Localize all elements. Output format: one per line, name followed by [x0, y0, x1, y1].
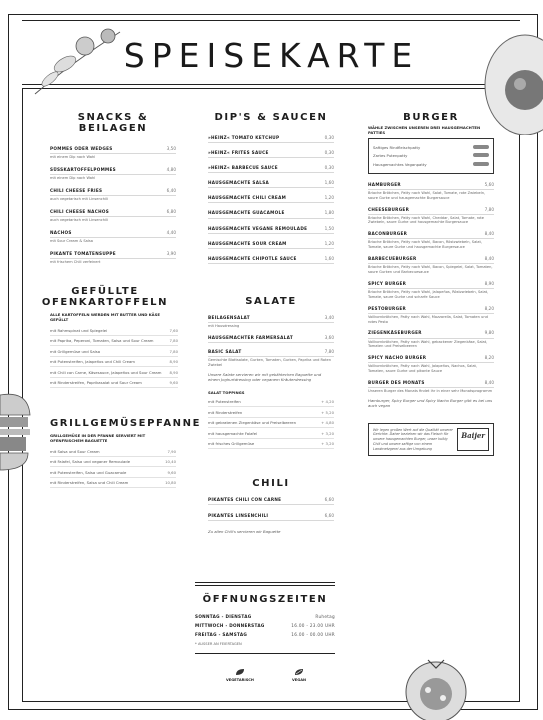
- menu-item-name: HAUSGEMACHTE VEGANE REMOULADE: [208, 225, 308, 231]
- menu-item-name: PIKANTES CHILI CON CARNE: [208, 497, 282, 502]
- menu-item-row: [368, 378, 494, 388]
- menu-item-row: [208, 224, 334, 234]
- menu-item-price: 8,20: [484, 355, 494, 361]
- menu-item: [208, 254, 334, 264]
- menu-item-name: HAMBURGER: [368, 181, 401, 187]
- menu-item: [368, 180, 494, 201]
- menu-item: [208, 313, 334, 329]
- menu-item-price: 8,90: [169, 359, 178, 365]
- menu-item-name: »HEINZ« BARBECUE SAUCE: [208, 165, 278, 171]
- menu-item: [368, 378, 494, 394]
- menu-item: [50, 249, 176, 265]
- menu-item-price: 10,40: [165, 459, 176, 465]
- dips-heading: DIP'S & SAUCEN: [214, 112, 328, 123]
- menu-item-name: mit frisches Grillgemüse: [208, 441, 255, 447]
- menu-item-price: 4,80: [166, 166, 176, 172]
- hours-time: Ruhetag: [315, 614, 335, 619]
- hours-day: MITTWOCH - DONNERSTAG: [195, 623, 265, 628]
- menu-item-price: 8,40: [484, 380, 494, 385]
- menu-item: [50, 468, 176, 478]
- menu-item-description: Brioche Brötchen, Patty nach Wahl, Cheddar, Salat, Tomate, rote Zwiebeln, saure Gurke und hausgemachte Burgersauce: [368, 215, 485, 225]
- salate-section: [208, 296, 334, 450]
- menu-item-description: Vollkornbrötchen, Patty nach Wahl, gebackener Ziegenkäse, Salat, Tomaten und Preiselbeeren: [368, 339, 488, 349]
- menu-item-row: [50, 165, 176, 175]
- menu-item-row: [50, 358, 178, 368]
- menu-item: [50, 207, 176, 223]
- ofen-heading: GEFÜLLTE OFENKARTOFFELN: [41, 286, 169, 308]
- menu-item: [208, 239, 334, 249]
- hours-note: * AUSSER AN FEIERTAGEN: [195, 642, 242, 646]
- menu-item-row: [50, 207, 176, 217]
- menu-item-price: 8,40: [484, 256, 494, 262]
- burger-list: [368, 180, 494, 394]
- menu-item-name: mit Rinderstreifen: [208, 409, 243, 415]
- menu-item-row: [208, 511, 334, 521]
- menu-item: [50, 165, 176, 181]
- menu-item-price: 3,50: [166, 146, 176, 151]
- menu-item-row: [208, 495, 334, 505]
- ofen-section: [32, 286, 178, 389]
- menu-item-row: [50, 368, 178, 378]
- pfanne-list: [50, 447, 176, 488]
- menu-item-row: [208, 208, 334, 218]
- menu-item-price: 4,40: [166, 229, 176, 235]
- menu-item-price: 9,80: [484, 330, 494, 336]
- patty-swatch: [473, 162, 489, 166]
- menu-item: [208, 224, 334, 234]
- menu-item: [368, 304, 494, 325]
- menu-item-description: Brioche Brötchen, Patty nach Wahl, Bacon, Röstzwiebeln, Salat, Tomate, saure Gurke und hausgemachte Burgersauce: [368, 240, 483, 250]
- menu-item-name: mit Putenstreifen: [208, 399, 241, 405]
- menu-item-row: [368, 353, 494, 363]
- menu-item-name: CHEESEBURGER: [368, 206, 410, 212]
- menu-item-description: auch vegetarisch mit Linsenchili: [50, 196, 109, 201]
- legend-vegetarian: [226, 668, 254, 682]
- menu-item-price: 7,80: [484, 206, 494, 212]
- menu-item-row: [208, 133, 334, 143]
- salate-note: Unsere Salate servieren wir mit gebähtechen Baguette und einem Joghurtdressing oder veganem Kräuterdressing: [208, 371, 322, 383]
- menu-item-row: [368, 304, 494, 314]
- hours-row: [195, 621, 335, 630]
- menu-item-price: 0,30: [324, 135, 334, 140]
- menu-item-row: [50, 468, 176, 478]
- patty-swatch: [473, 153, 489, 157]
- menu-item-name: CHILI CHEESE NACHOS: [50, 208, 110, 214]
- menu-item: [208, 419, 334, 429]
- menu-item-name: BURGER DES MONATS: [368, 380, 425, 385]
- menu-item-price: 7,80: [169, 348, 178, 354]
- ofen-list: [50, 326, 178, 388]
- menu-item-name: mit Rinderstreifen, Paprikasalat und Sour Cream: [50, 380, 142, 386]
- menu-item-description: Brioche Brötchen, Patty nach Wahl, Jalapeños, Röstzwiebeln, Salat, Tomate, saure Gurke und scharfe Sauce: [368, 289, 489, 299]
- menu-item-description: mit Sour Cream & Salsa: [50, 238, 93, 243]
- menu-item-price: + 4,80: [321, 420, 334, 426]
- menu-item-price: 6,60: [324, 513, 334, 519]
- pfanne-section: [50, 418, 202, 489]
- menu-item: [208, 347, 334, 368]
- menu-item-price: 7,80: [169, 338, 178, 344]
- menu-item: [50, 326, 178, 336]
- menu-item-name: HAUSGEMACHTE SOUR CREAM: [208, 240, 287, 246]
- legend-vegan-label: VEGAN: [292, 678, 306, 682]
- menu-item-row: [50, 458, 176, 468]
- menu-item-description: Brioche Brötchen, Patty nach Wahl, Bacon, Spiegelei, Salat, Tomaten, saure Gurken und Barbecuesauce: [368, 265, 493, 275]
- menu-item-row: [50, 326, 178, 336]
- menu-item-description: Vollkornbrötchen, Patty nach Wahl, Mozzarella, Salat, Tomaten und rotes Pesto: [368, 314, 488, 324]
- menu-item-name: »HEINZ« TOMATO KETCHUP: [208, 135, 280, 140]
- salate-list: [208, 313, 334, 368]
- menu-item: [50, 347, 178, 357]
- hours-rule-top: [195, 582, 335, 583]
- menu-item-price: 3,90: [166, 250, 176, 256]
- hours-heading: ÖFFNUNGSZEITEN: [202, 594, 328, 605]
- menu-item-price: 10,80: [165, 480, 176, 486]
- menu-item-price: 1,80: [324, 210, 334, 216]
- snacks-list: [50, 144, 176, 265]
- menu-item: [50, 379, 178, 389]
- menu-item-description: Gemischte Blattsalate, Gurken, Tomaten, Gurken, Paprika und Roten Zwiebel: [208, 358, 331, 367]
- menu-item: [50, 337, 178, 347]
- menu-item-price: 1,20: [324, 240, 334, 246]
- menu-item-row: [208, 254, 334, 264]
- patty-swatch: [473, 145, 489, 149]
- menu-item-price: + 5,20: [321, 409, 334, 415]
- menu-item-name: BACONBURGER: [368, 231, 408, 237]
- menu-item-name: SPICY BURGER: [368, 280, 407, 286]
- menu-item: [208, 495, 334, 505]
- menu-item-price: 8,90: [169, 369, 178, 375]
- menu-item: [50, 368, 178, 378]
- vegan-leaf-icon: [294, 668, 304, 676]
- title-line-bottom: [22, 84, 520, 85]
- menu-item-name: mit Putenstreifen, Salsa und Guacamole: [50, 469, 127, 475]
- menu-item: [368, 254, 494, 275]
- dips-list: [208, 133, 334, 264]
- menu-item-name: PIKANTES LINSENCHILI: [208, 513, 269, 519]
- menu-item-description: mit einem Dip nach Wahl: [50, 155, 96, 160]
- menu-item-row: [50, 447, 176, 457]
- salate-heading: SALATE: [245, 296, 297, 307]
- chili-section: [208, 478, 334, 535]
- menu-item-row: [208, 347, 334, 357]
- menu-item-name: »HEINZ« FRITES SAUCE: [208, 150, 269, 156]
- menu-item-name: SPICY NACHO BURGER: [368, 355, 427, 361]
- burger-section: [368, 112, 494, 456]
- menu-item-row: [368, 279, 494, 289]
- menu-item-description: auch vegetarisch mit Linsenchili: [50, 217, 109, 222]
- menu-item-row: [208, 193, 334, 203]
- menu-item-price: 3,40: [324, 315, 334, 320]
- menu-item: [208, 429, 334, 439]
- menu-item: [50, 228, 176, 244]
- chili-heading: CHILI: [252, 478, 290, 489]
- pfanne-heading: GRILLGEMÜSEPFANNE: [50, 418, 202, 429]
- burger-note: Hamburger, Spicy Burger und Spicy Nacho Burger gibt es bei uns auch vegan: [368, 397, 493, 409]
- ofen-intro: ALLE KARTOFFELN WERDEN MIT BUTTER UND KÄSE GEFÜLLT: [50, 312, 160, 323]
- menu-item-name: POMMES ODER WEDGES: [50, 146, 113, 151]
- menu-item-name: ZIEGENKÄSEBURGER: [368, 330, 422, 336]
- menu-item: [208, 148, 334, 158]
- menu-item-name: PESTOBURGER: [368, 305, 407, 311]
- menu-item-price: 6,80: [166, 208, 176, 214]
- patty-box: [368, 138, 494, 174]
- menu-item-name: mit hausgemachte Falafel: [208, 430, 258, 436]
- menu-item-row: [208, 408, 334, 418]
- menu-item-price: + 3,20: [321, 430, 334, 436]
- menu-item-description: Unseren Burger des Monats findet ihr in einer sehr Monatsprogramm: [368, 389, 493, 394]
- menu-item-row: [50, 379, 178, 389]
- menu-item: [208, 398, 334, 408]
- burger-intro: WÄHLE ZWISCHEN UNSEREN DREI HAUSGEMACHTEN PATTIES: [368, 125, 481, 136]
- menu-item-row: [50, 479, 176, 489]
- menu-item: [208, 408, 334, 418]
- menu-item-row: [368, 180, 494, 190]
- menu-item-row: [50, 228, 176, 238]
- hours-day: FREITAG - SAMSTAG: [195, 632, 248, 637]
- menu-item: [50, 186, 176, 202]
- burger-heading: BURGER: [403, 112, 459, 123]
- menu-item-name: HAUSGEMACHTE CHIPOTLE SAUCE: [208, 255, 297, 261]
- middle-column: [208, 112, 334, 269]
- menu-item-name: HAUSGEMACHTE GUACAMOLE: [208, 210, 285, 216]
- menu-item-row: [368, 254, 494, 264]
- menu-item-name: mit Grillgemüse und Salsa: [50, 348, 101, 354]
- menu-item: [368, 205, 494, 226]
- patty-name: Zartes Putenpatty: [373, 153, 408, 159]
- hours-row: [195, 612, 335, 621]
- menu-item-price: 3,60: [324, 334, 334, 340]
- menu-item-row: [208, 398, 334, 408]
- menu-item-name: mit Rahmspinat und Spiegelei: [50, 327, 108, 333]
- menu-item: [50, 358, 178, 368]
- patty-option: [373, 160, 489, 169]
- menu-item: [208, 511, 334, 521]
- patty-name: Saftiges Rindfleischpatty: [373, 144, 421, 150]
- menu-item-price: 5,60: [484, 181, 494, 187]
- patty-name: Hausgemachtes Veganpatty: [373, 161, 427, 167]
- menu-item-price: 8,40: [484, 231, 494, 237]
- menu-item: [368, 328, 494, 349]
- menu-item-row: [50, 347, 178, 357]
- menu-item: [208, 333, 334, 343]
- menu-item-row: [208, 313, 334, 323]
- menu-item-row: [368, 205, 494, 215]
- menu-item-row: [208, 163, 334, 173]
- hours-time: 16.00 - 00.00 UHR: [291, 632, 335, 637]
- menu-item-row: [50, 249, 176, 259]
- menu-item: [50, 479, 176, 489]
- menu-item-name: mit Falafel, Salsa und veganer Remoulade: [50, 459, 131, 465]
- menu-item: [50, 447, 176, 457]
- opening-hours: [195, 580, 335, 656]
- menu-item-row: [368, 229, 494, 239]
- left-column: [50, 112, 176, 270]
- menu-item-row: [368, 328, 494, 338]
- menu-item: [368, 229, 494, 250]
- hours-rule-top-2: [195, 585, 335, 586]
- menu-item: [208, 163, 334, 173]
- menu-item-row: [50, 144, 176, 154]
- menu-item-price: 9,60: [169, 380, 178, 386]
- menu-item-description: mit einem Dip nach Wahl: [50, 176, 96, 181]
- hours-rule-bottom: [195, 653, 335, 654]
- menu-item-name: mit Chili con Carne, Käsesauce, Jalapeños und Sour Cream: [50, 369, 162, 375]
- menu-item-price: 1,60: [324, 180, 334, 186]
- quality-box: [368, 423, 494, 457]
- menu-item-row: [208, 440, 334, 450]
- menu-item-name: mit Salsa und Sour Cream: [50, 448, 100, 454]
- menu-item-price: 1,50: [324, 225, 334, 231]
- menu-item: [208, 193, 334, 203]
- menu-item-price: + 3,20: [321, 441, 334, 447]
- menu-item-price: 1,20: [324, 195, 334, 201]
- legend-vegan: [292, 668, 306, 682]
- patty-option: [373, 152, 489, 161]
- menu-item-row: [208, 333, 334, 343]
- pfanne-intro: GRILLGEMÜSE IN DER PFANNE SERVIERT MIT OFENFRISCHEM BAGUETTE: [50, 433, 146, 444]
- vegetarian-leaf-icon: [235, 668, 245, 676]
- menu-item-row: [208, 419, 334, 429]
- page-title: SPEISEKARTE: [123, 36, 420, 75]
- hours-day: SONNTAG - DIENSTAG: [195, 614, 252, 619]
- menu-item-name: SÜSSKARTOFFELPOMMES: [50, 166, 116, 172]
- menu-item-price: 7,80: [324, 349, 334, 355]
- menu-item-row: [208, 178, 334, 188]
- menu-item-row: [208, 148, 334, 158]
- menu-item-price: + 4,20: [321, 399, 334, 405]
- snacks-heading: SNACKS & BEILAGEN: [77, 112, 149, 134]
- menu-item-price: 9,60: [167, 469, 176, 475]
- menu-item: [208, 440, 334, 450]
- chili-list: [208, 495, 334, 521]
- menu-item: [208, 178, 334, 188]
- menu-item-name: BEILAGENSALAT: [208, 315, 250, 320]
- menu-item: [50, 458, 176, 468]
- toppings-list: [208, 398, 334, 450]
- menu-item-price: 6,40: [166, 187, 176, 193]
- menu-item-description: mit Hausdressing: [208, 324, 240, 329]
- menu-item-name: mit Paprika, Peperoni, Tomaten, Salsa und Sour Cream: [50, 338, 154, 344]
- menu-item-price: 8,20: [484, 305, 494, 311]
- menu-item-description: Vollkornbrötchen, Patty nach Wahl, Jalapeños, Nachos, Salat, Tomaten, saure Gurke und pikante Sauce: [368, 364, 478, 374]
- menu-item-price: 8,90: [484, 280, 494, 286]
- menu-item-name: CHILI CHEESE FRIES: [50, 187, 103, 193]
- toppings-heading: SALAT TOPPINGS: [208, 390, 245, 396]
- menu-item-row: [208, 239, 334, 249]
- menu-item-name: HAUSGEMACHTER FARMERSALAT: [208, 334, 294, 340]
- hours-row: [195, 630, 335, 639]
- menu-item-name: NACHOS: [50, 229, 72, 235]
- diet-legend: [226, 668, 306, 682]
- butcher-logo: Baijer: [457, 428, 489, 452]
- menu-item-name: BASIC SALAT: [208, 349, 242, 355]
- menu-item-name: mit gebratenen Ziegenkäse und Preiselbeeren: [208, 420, 296, 426]
- menu-item-price: 0,30: [324, 150, 334, 156]
- title-line-top: [22, 20, 520, 21]
- menu-item-row: [50, 186, 176, 196]
- legend-vegetarian-label: VEGETARISCH: [226, 678, 254, 682]
- menu-item-row: [50, 337, 178, 347]
- menu-item-price: 7,60: [169, 327, 178, 333]
- quality-text: Wir legen großen Wert auf die Qualität unserer Gerichte. Daher beziehen wir das Fleisch für unsere hausgemachten Burger, unser kultig Chili und unsere saftige von einem Landmetzgerei aus der Umgebung: [373, 427, 453, 451]
- menu-item-name: mit Rinderstreifen, Salsa und Chili Cream: [50, 480, 129, 486]
- menu-item-name: HAUSGEMACHTE SALSA: [208, 180, 270, 186]
- menu-item: [368, 279, 494, 300]
- menu-item-description: mit frischem Chili verfeinert: [50, 259, 101, 264]
- menu-item-description: Brioche Brötchen, Patty nach Wahl, Salat, Tomate, rote Zwiebeln, saure Gurke und hausgemachte Burgersauce: [368, 190, 486, 200]
- menu-item-price: 6,60: [324, 497, 334, 502]
- menu-item-name: PIKANTE TOMATENSUPPE: [50, 250, 116, 256]
- menu-item: [50, 144, 176, 160]
- chili-note: Zu allen Chili's servieren wir Baguette: [208, 529, 281, 535]
- menu-item: [368, 353, 494, 374]
- menu-item: [208, 208, 334, 218]
- menu-item-name: HAUSGEMACHTE CHILI CREAM: [208, 195, 287, 201]
- hours-time: 16.00 - 23.00 UHR: [291, 623, 335, 628]
- patty-option: [373, 143, 489, 152]
- menu-item-price: 1,60: [324, 255, 334, 261]
- menu-item-row: [208, 429, 334, 439]
- menu-item-name: BARBECUEBURGER: [368, 256, 417, 262]
- menu-item-name: mit Putenstreifen, Jalapeños und Chili Cream: [50, 359, 135, 365]
- menu-item-price: 0,30: [324, 165, 334, 171]
- menu-item-price: 7,90: [167, 448, 176, 454]
- menu-item: [208, 133, 334, 143]
